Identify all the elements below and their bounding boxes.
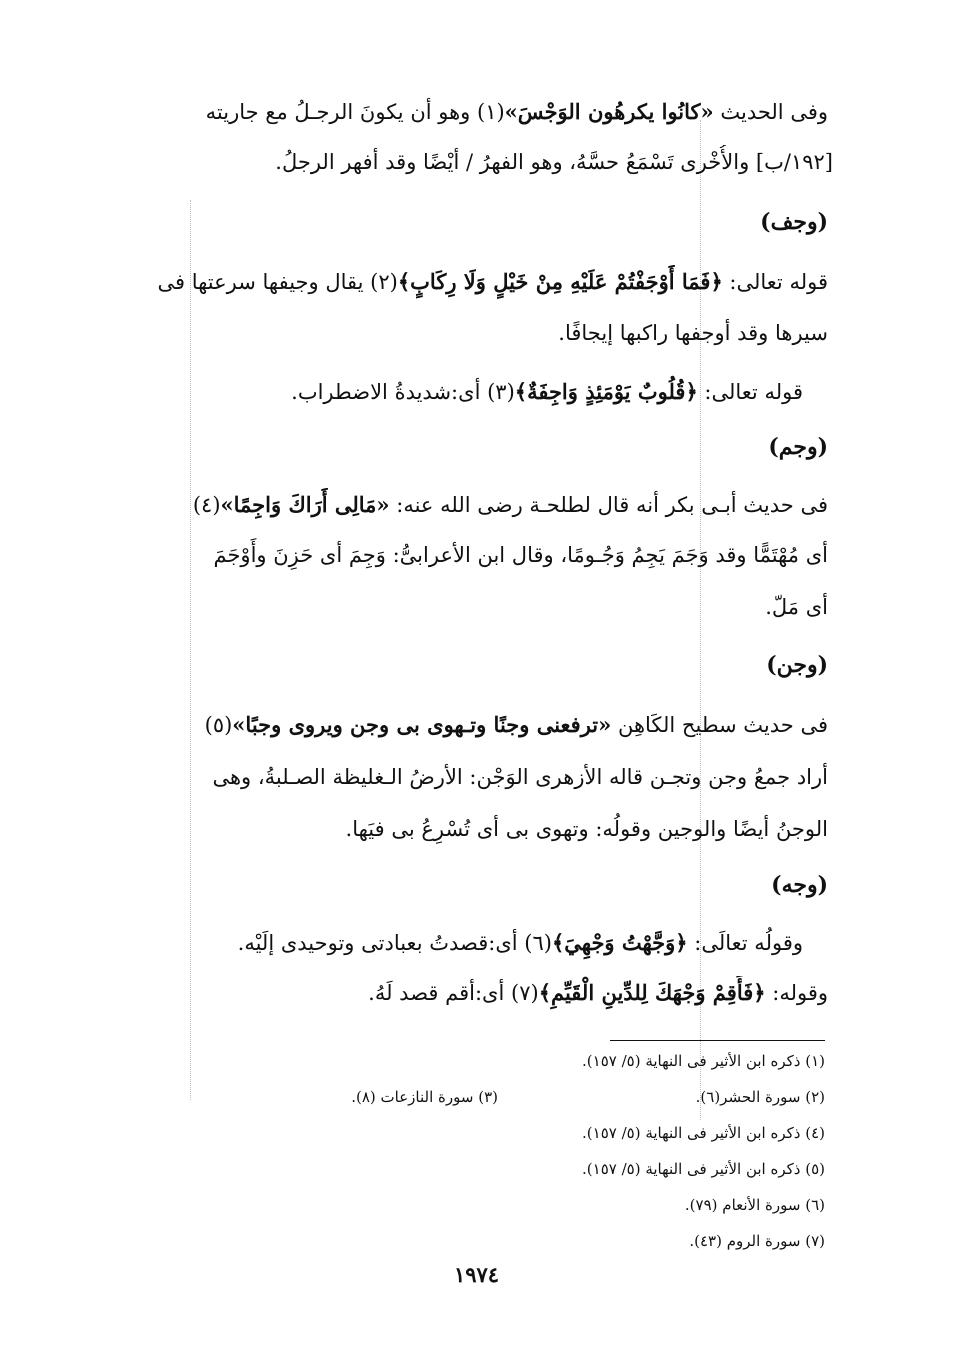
quran-quote: ﴿قُلُوبٌ يَوْمَئِذٍ وَاجِفَةٌ﴾: [514, 379, 698, 404]
quran-quote: ﴿فَمَا أَوْجَفْتُمْ عَلَيْهِ مِنْ خَيْلٍ وَلَا رِكَابٍ﴾: [397, 269, 723, 294]
footnote-separator: [610, 1040, 825, 1041]
hadith-quote: «مَالِى أَرَاكَ وَاجِمًا»: [220, 492, 390, 517]
entry-heading-wajam: (وجم): [768, 434, 828, 460]
text-line-3: قوله تعالى: ﴿فَمَا أَوْجَفْتُمْ عَلَيْهِ مِنْ خَيْلٍ وَلَا رِكَابٍ﴾(٢) يقال وجيفها سرعتها فى: [157, 269, 828, 294]
quran-quote: ﴿وَجَّهْتُ وَجْهِيَ﴾: [551, 930, 688, 955]
text-line-12: وقولُه تعالَى: ﴿وَجَّهْتُ وَجْهِيَ﴾(٦) أى:قصدتُ بعبادتى وتوحيدى إلَيْه.: [237, 930, 803, 955]
page-number: ١٩٧٤: [453, 1262, 500, 1287]
text-line-1: وفى الحديث «كانُوا يكرهُون الوَجْسَ»(١) وهو أن يكونَ الرجـلُ مع جاريته: [205, 99, 828, 124]
text-line-2: [١٩٢/ب] والأُخْرى تَسْمَعُ حسَّهُ، وهو الفهرُ / أيْضًا وقد أفهر الرجلُ.: [275, 150, 833, 174]
footnote-3: (٣) سورة النازعات (٨).: [351, 1088, 498, 1106]
text-line-5: قوله تعالى: ﴿قُلُوبٌ يَوْمَئِذٍ وَاجِفَةٌ﴾(٣) أى:شديدةُ الاضطراب.: [291, 379, 803, 404]
quran-quote: ﴿فَأَقِمْ وَجْهَكَ لِلدِّينِ الْقَيِّمِ﴾: [538, 980, 766, 1005]
footnote-7: (٧) سورة الروم (٤٣).: [689, 1232, 825, 1250]
entry-heading-wajh: (وجه): [771, 872, 828, 898]
text-line-10: أراد جمعُ وجن وتجـن قاله الأزهرى الوَجْن: الأرضُ الـغليظة الصـلبةُ، وهى: [212, 765, 828, 789]
text-line-13: وقوله: ﴿فَأَقِمْ وَجْهَكَ لِلدِّينِ الْقَيِّمِ﴾(٧) أى:أقم قصد لَهُ.: [368, 980, 828, 1005]
footnote-6: (٦) سورة الأنعام (٧٩).: [684, 1196, 825, 1214]
text-line-4: سيرها وقد أوجفها راكبها إيجافًا.: [558, 321, 828, 345]
hadith-quote: «ترفعنى وجنًا وتـهوى بى وجن ويروى وجبًا»: [232, 712, 612, 737]
text-line-7: أى مُهْتَمًّا وقد وَجَمَ يَجِمُ وَجُـومًا، وقال ابن الأعرابىُّ: وَجِمَ أى حَزِنَ وأَوْجَمَ: [213, 543, 828, 567]
entry-heading-wajaf: (وجف): [760, 209, 828, 235]
entry-heading-wajan: (وجن): [766, 652, 828, 678]
text-line-11: الوجنُ أيضًا والوجين وقولُه: وتهوى بى أى تُسْرِعُ بى فيَها.: [345, 817, 828, 841]
footnote-1: (١) ذكره ابن الأثير فى النهاية (٥/ ١٥٧).: [582, 1052, 825, 1070]
hadith-quote: «كانُوا يكرهُون الوَجْسَ»: [504, 99, 714, 124]
footnote-5: (٥) ذكره ابن الأثير فى النهاية (٥/ ١٥٧).: [582, 1160, 825, 1178]
text-line-8: أى مَلّ.: [765, 595, 828, 619]
footnote-4: (٤) ذكره ابن الأثير فى النهاية (٥/ ١٥٧).: [582, 1124, 825, 1142]
text-line-9: فى حديث سطيح الكَاهِن «ترفعنى وجنًا وتـهوى بى وجن ويروى وجبًا»(٥): [204, 712, 828, 737]
text-line-6: فى حديث أبـى بكر أنه قال لطلحـة رضى الله عنه: «مَالِى أَرَاكَ وَاجِمًا»(٤): [192, 492, 828, 517]
footnote-2: (٢) سورة الحشر(٦).: [695, 1088, 825, 1106]
